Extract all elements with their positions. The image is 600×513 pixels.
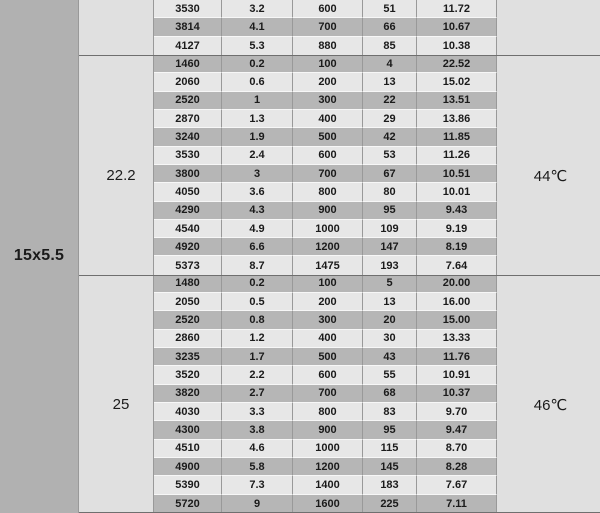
section-divider-line bbox=[79, 55, 600, 56]
table-cell: 4510 bbox=[154, 440, 222, 458]
table-cell: 2.2 bbox=[222, 366, 293, 384]
table-cell: 29 bbox=[363, 110, 417, 128]
table-cell: 95 bbox=[363, 202, 417, 220]
table-cell: 4 bbox=[363, 55, 417, 73]
table-cell: 22 bbox=[363, 92, 417, 110]
temperature-cell: 46℃ bbox=[497, 275, 600, 513]
table-cell: 10.67 bbox=[417, 18, 497, 36]
table-cell: 4290 bbox=[154, 202, 222, 220]
table-cell: 8.70 bbox=[417, 440, 497, 458]
table-cell: 11.76 bbox=[417, 348, 497, 366]
table-cell: 400 bbox=[293, 330, 363, 348]
table-cell: 7.11 bbox=[417, 495, 497, 513]
table-cell: 43 bbox=[363, 348, 417, 366]
pitch-cell: 22.2 bbox=[79, 55, 154, 275]
table-cell: 80 bbox=[363, 183, 417, 201]
table-cell: 4900 bbox=[154, 458, 222, 476]
table-cell: 600 bbox=[293, 366, 363, 384]
table-cell: 193 bbox=[363, 256, 417, 274]
table-cell: 8.28 bbox=[417, 458, 497, 476]
table-cell: 13 bbox=[363, 73, 417, 91]
table-cell: 10.38 bbox=[417, 37, 497, 55]
table-cell: 5390 bbox=[154, 476, 222, 494]
table-cell: 400 bbox=[293, 110, 363, 128]
table-cell: 225 bbox=[363, 495, 417, 513]
temperature-cell bbox=[497, 0, 600, 55]
table-cell: 11.72 bbox=[417, 0, 497, 18]
table-cell: 13.86 bbox=[417, 110, 497, 128]
table-cell: 53 bbox=[363, 147, 417, 165]
table-cell: 1480 bbox=[154, 275, 222, 293]
table-cell: 3235 bbox=[154, 348, 222, 366]
table-cell: 9.19 bbox=[417, 220, 497, 238]
table-cell: 800 bbox=[293, 183, 363, 201]
table-cell: 900 bbox=[293, 202, 363, 220]
table-cell: 1.2 bbox=[222, 330, 293, 348]
table-cell: 900 bbox=[293, 421, 363, 439]
table-cell: 20 bbox=[363, 311, 417, 329]
table-cell: 0.5 bbox=[222, 293, 293, 311]
pitch-cell bbox=[79, 0, 154, 55]
table-cell: 1400 bbox=[293, 476, 363, 494]
table-cell: 2050 bbox=[154, 293, 222, 311]
table-cell: 5373 bbox=[154, 256, 222, 274]
table-cell: 11.26 bbox=[417, 147, 497, 165]
table-cell: 183 bbox=[363, 476, 417, 494]
table-cell: 4127 bbox=[154, 37, 222, 55]
table-cell: 800 bbox=[293, 403, 363, 421]
prop-size-cell bbox=[0, 0, 79, 513]
table-cell: 7.3 bbox=[222, 476, 293, 494]
table-cell: 3820 bbox=[154, 385, 222, 403]
section-divider-line bbox=[79, 275, 600, 276]
table-cell: 300 bbox=[293, 92, 363, 110]
table-cell: 4050 bbox=[154, 183, 222, 201]
table-cell: 880 bbox=[293, 37, 363, 55]
table-cell: 200 bbox=[293, 73, 363, 91]
table-cell: 1000 bbox=[293, 440, 363, 458]
table-cell: 2870 bbox=[154, 110, 222, 128]
table-cell: 0.8 bbox=[222, 311, 293, 329]
table-cell: 66 bbox=[363, 18, 417, 36]
table-cell: 100 bbox=[293, 275, 363, 293]
table-cell: 4540 bbox=[154, 220, 222, 238]
table-cell: 2860 bbox=[154, 330, 222, 348]
table-cell: 55 bbox=[363, 366, 417, 384]
table-cell: 500 bbox=[293, 128, 363, 146]
table-cell: 4.9 bbox=[222, 220, 293, 238]
table-cell: 13.51 bbox=[417, 92, 497, 110]
table-cell: 0.6 bbox=[222, 73, 293, 91]
table-cell: 10.37 bbox=[417, 385, 497, 403]
table-cell: 1000 bbox=[293, 220, 363, 238]
table-cell: 67 bbox=[363, 165, 417, 183]
table-cell: 22.52 bbox=[417, 55, 497, 73]
table-cell: 9.47 bbox=[417, 421, 497, 439]
table-cell: 1200 bbox=[293, 458, 363, 476]
table-cell: 42 bbox=[363, 128, 417, 146]
table-cell: 68 bbox=[363, 385, 417, 403]
table-cell: 95 bbox=[363, 421, 417, 439]
table-cell: 2.7 bbox=[222, 385, 293, 403]
pitch-cell: 25 bbox=[79, 275, 154, 513]
table-cell: 5720 bbox=[154, 495, 222, 513]
table-cell: 1600 bbox=[293, 495, 363, 513]
table-cell: 115 bbox=[363, 440, 417, 458]
table-cell: 300 bbox=[293, 311, 363, 329]
table-cell: 109 bbox=[363, 220, 417, 238]
table-cell: 600 bbox=[293, 0, 363, 18]
table-cell: 1.3 bbox=[222, 110, 293, 128]
table-cell: 8.7 bbox=[222, 256, 293, 274]
table-cell: 4920 bbox=[154, 238, 222, 256]
table-cell: 5.8 bbox=[222, 458, 293, 476]
table-cell: 9.43 bbox=[417, 202, 497, 220]
table-cell: 83 bbox=[363, 403, 417, 421]
table-cell: 7.64 bbox=[417, 256, 497, 274]
table-cell: 16.00 bbox=[417, 293, 497, 311]
table-cell: 1460 bbox=[154, 55, 222, 73]
table-cell: 9.70 bbox=[417, 403, 497, 421]
table-cell: 9 bbox=[222, 495, 293, 513]
table-cell: 3240 bbox=[154, 128, 222, 146]
table-cell: 5 bbox=[363, 275, 417, 293]
table-cell: 20.00 bbox=[417, 275, 497, 293]
table-cell: 3.3 bbox=[222, 403, 293, 421]
temperature-cell: 44℃ bbox=[497, 55, 600, 275]
table-cell: 30 bbox=[363, 330, 417, 348]
table-cell: 1 bbox=[222, 92, 293, 110]
table-cell: 700 bbox=[293, 165, 363, 183]
table-cell: 4030 bbox=[154, 403, 222, 421]
table-cell: 0.2 bbox=[222, 275, 293, 293]
table-cell: 1.7 bbox=[222, 348, 293, 366]
table-cell: 145 bbox=[363, 458, 417, 476]
table-cell: 85 bbox=[363, 37, 417, 55]
table-cell: 3814 bbox=[154, 18, 222, 36]
prop-size-label: 15x5.5 bbox=[13, 247, 65, 265]
table-cell: 1200 bbox=[293, 238, 363, 256]
table-cell: 5.3 bbox=[222, 37, 293, 55]
table-cell: 3530 bbox=[154, 0, 222, 18]
table-cell: 3800 bbox=[154, 165, 222, 183]
table-cell: 3.8 bbox=[222, 421, 293, 439]
table-cell: 3530 bbox=[154, 147, 222, 165]
table-cell: 2060 bbox=[154, 73, 222, 91]
table-cell: 1475 bbox=[293, 256, 363, 274]
table-cell: 2520 bbox=[154, 311, 222, 329]
table-cell: 2.4 bbox=[222, 147, 293, 165]
table-cell: 10.91 bbox=[417, 366, 497, 384]
table-cell: 700 bbox=[293, 385, 363, 403]
table-cell: 4.6 bbox=[222, 440, 293, 458]
table-cell: 4.1 bbox=[222, 18, 293, 36]
table-cell: 200 bbox=[293, 293, 363, 311]
table-cell: 3 bbox=[222, 165, 293, 183]
table-cell: 100 bbox=[293, 55, 363, 73]
table-cell: 3520 bbox=[154, 366, 222, 384]
table-cell: 13.33 bbox=[417, 330, 497, 348]
table-cell: 600 bbox=[293, 147, 363, 165]
table-cell: 0.2 bbox=[222, 55, 293, 73]
table-cell: 1.9 bbox=[222, 128, 293, 146]
table-cell: 51 bbox=[363, 0, 417, 18]
table-cell: 10.51 bbox=[417, 165, 497, 183]
table-cell: 4.3 bbox=[222, 202, 293, 220]
table-cell: 8.19 bbox=[417, 238, 497, 256]
table-cell: 13 bbox=[363, 293, 417, 311]
table-cell: 3.2 bbox=[222, 0, 293, 18]
table-cell: 3.6 bbox=[222, 183, 293, 201]
table-cell: 2520 bbox=[154, 92, 222, 110]
table-cell: 10.01 bbox=[417, 183, 497, 201]
table-cell: 6.6 bbox=[222, 238, 293, 256]
table-cell: 147 bbox=[363, 238, 417, 256]
table-cell: 500 bbox=[293, 348, 363, 366]
table-cell: 4300 bbox=[154, 421, 222, 439]
table-cell: 700 bbox=[293, 18, 363, 36]
table-cell: 11.85 bbox=[417, 128, 497, 146]
table-cell: 7.67 bbox=[417, 476, 497, 494]
table-cell: 15.02 bbox=[417, 73, 497, 91]
table-cell: 15.00 bbox=[417, 311, 497, 329]
